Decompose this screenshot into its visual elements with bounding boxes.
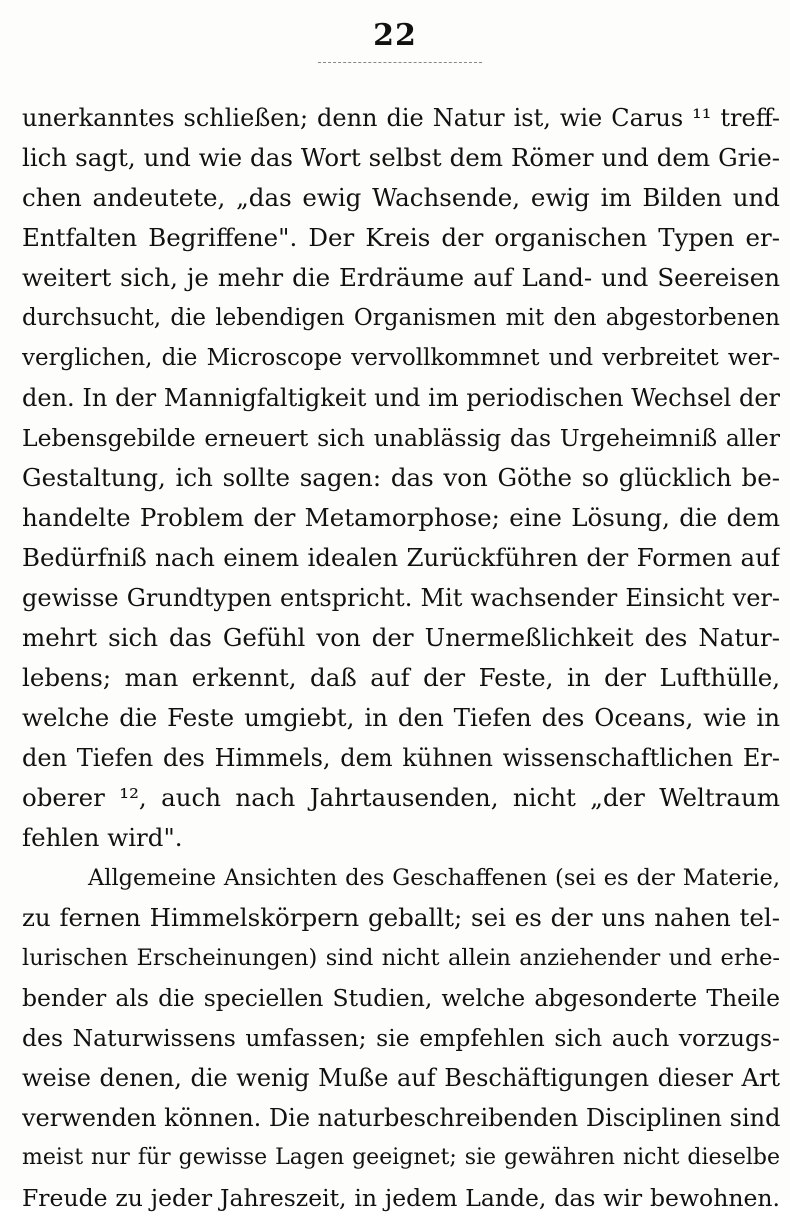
paragraph-end-line: fehlen wird". — [22, 823, 183, 852]
page-number: 22 — [373, 18, 417, 53]
header-rule — [318, 62, 482, 63]
text-line: unerkanntes schließen; denn die Natur ist, wie Carus ¹¹ treff- — [22, 104, 780, 132]
text-line: Gestaltung, ich sollte sagen: das von Göthe so glücklich be- — [22, 463, 780, 492]
text-line: bender als die speciellen Studien, welche abgesonderte Theile — [22, 984, 780, 1012]
text-line: welche die Feste umgiebt, in den Tiefen des Oceans, wie in — [22, 703, 780, 732]
text-line: chen andeutete, „das ewig Wachsende, ewig im Bilden und — [22, 183, 780, 212]
text-line: mehrt sich das Gefühl von der Unermeßlichkeit des Natur- — [22, 623, 780, 652]
text-line: Freude zu jeder Jahreszeit, in jedem Lande, das wir bewohnen. — [22, 1184, 780, 1212]
text-line: Lebensgebilde erneuert sich unablässig das Urgeheimniß aller — [22, 424, 780, 452]
text-line: weitert sich, je mehr die Erdräume auf Land- und Seereisen — [22, 263, 780, 292]
text-line: Entfalten Begriffene". Der Kreis der organischen Typen er- — [22, 223, 780, 252]
text-line: den. In der Mannigfaltigkeit und im periodischen Wechsel der — [22, 384, 780, 412]
text-line: gewisse Grundtypen entspricht. Mit wachsender Einsicht ver- — [22, 584, 780, 612]
page-body — [22, 98, 780, 1218]
text-line: lich sagt, und wie das Wort selbst dem Römer und dem Grie- — [22, 143, 780, 172]
text-line: durchsucht, die lebendigen Organismen mit den abgestorbenen — [22, 305, 780, 331]
text-line: weise denen, die wenig Muße auf Beschäftigungen dieser Art — [22, 1064, 780, 1092]
text-line: zu fernen Himmelskörpern geballt; sei es der uns nahen tel- — [22, 903, 780, 932]
text-line: meist nur für gewisse Lagen geeignet; sie gewähren nicht dieselbe — [22, 1145, 780, 1170]
text-line: des Naturwissens umfassen; sie empfehlen sich auch vorzugs- — [22, 1024, 780, 1052]
text-line: oberer ¹², auch nach Jahrtausenden, nicht „der Weltraum — [22, 783, 780, 812]
text-line: den Tiefen des Himmels, dem kühnen wissenschaftlichen Er- — [22, 744, 780, 772]
text-line: lebens; man erkennt, daß auf der Feste, in der Lufthülle, — [22, 663, 780, 692]
text-line: verwenden können. Die naturbeschreibenden Disciplinen sind — [22, 1104, 780, 1132]
text-line: Bedürfniß nach einem idealen Zurückführen der Formen auf — [22, 543, 780, 572]
paragraph-start-line: Allgemeine Ansichten des Geschaffenen (sei es der Materie, — [88, 865, 780, 891]
text-line: handelte Problem der Metamorphose; eine Lösung, die dem — [22, 503, 780, 532]
text-line: verglichen, die Microscope vervollkommnet und verbreitet wer- — [22, 345, 780, 371]
text-line: lurischen Erscheinungen) sind nicht allein anziehender und erhe- — [22, 945, 780, 971]
